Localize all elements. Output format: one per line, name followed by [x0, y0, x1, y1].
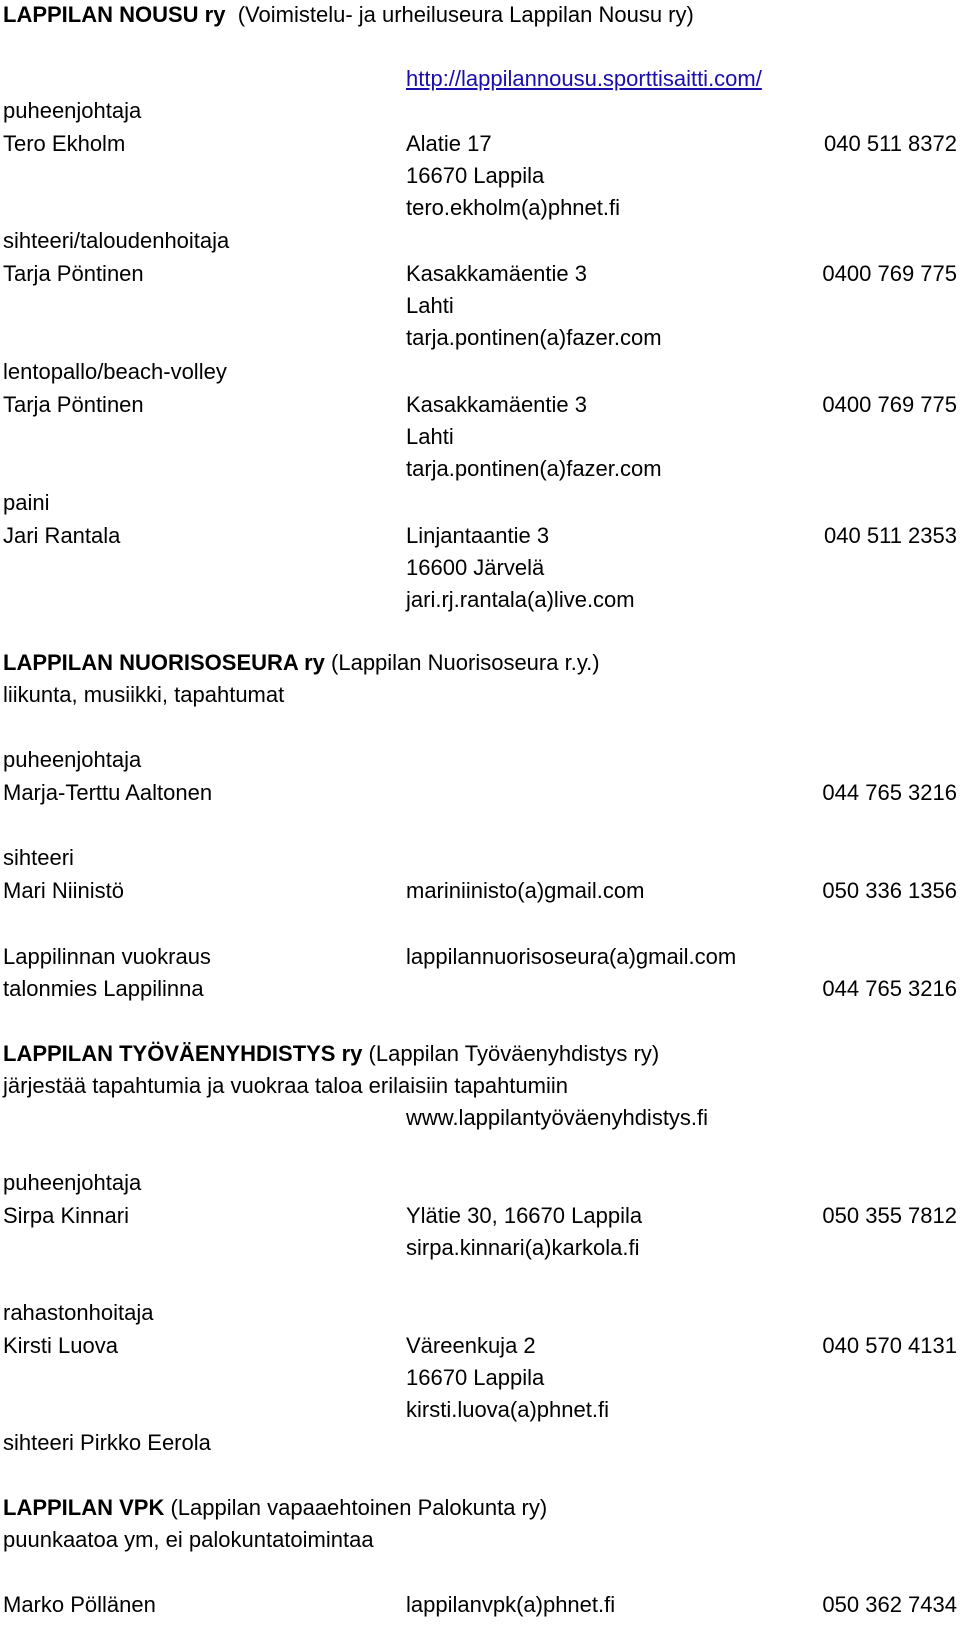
tyovaenyhdistys-title-full: (Lappilan Työväenyhdistys ry)	[368, 1041, 660, 1066]
phone-number: 050 336 1356	[822, 878, 957, 903]
address-line: Kasakkamäentie 3	[406, 261, 587, 286]
phone-number: 044 765 3216	[822, 976, 957, 1001]
role-label: puheenjohtaja	[3, 1170, 142, 1195]
address-line: Ylätie 30, 16670 Lappila	[406, 1203, 643, 1228]
person-name: Tarja Pöntinen	[3, 261, 144, 286]
email-address: kirsti.luova(a)phnet.fi	[406, 1397, 609, 1422]
email-address: jari.rj.rantala(a)live.com	[406, 587, 635, 612]
phone-number: 040 570 4131	[822, 1333, 957, 1358]
email-address: tarja.pontinen(a)fazer.com	[406, 325, 662, 350]
vpk-title: LAPPILAN VPK	[3, 1495, 165, 1520]
phone-number: 044 765 3216	[822, 780, 957, 805]
address-line: Kasakkamäentie 3	[406, 392, 587, 417]
address-line: 16670 Lappila	[406, 163, 545, 188]
address-line: Lahti	[406, 293, 454, 318]
nousu-title: LAPPILAN NOUSU ry	[3, 2, 226, 27]
address-line: Väreenkuja 2	[406, 1333, 536, 1358]
tyovaenyhdistys-website: www.lappilantyöväenyhdistys.fi	[406, 1105, 709, 1130]
rental-label: Lappilinnan vuokraus	[3, 944, 211, 969]
tyovaenyhdistys-title: LAPPILAN TYÖVÄENYHDISTYS ry	[3, 1041, 363, 1066]
role-label: paini	[3, 490, 50, 515]
nousu-title-full: (Voimistelu- ja urheiluseura Lappilan Nousu ry)	[237, 2, 694, 27]
email-address: tarja.pontinen(a)fazer.com	[406, 456, 662, 481]
phone-number: 0400 769 775	[822, 261, 957, 286]
email-address: mariniinisto(a)gmail.com	[406, 878, 645, 903]
phone-number: 040 511 8372	[824, 131, 957, 156]
email-address: sirpa.kinnari(a)karkola.fi	[406, 1235, 640, 1260]
janitor-label: talonmies Lappilinna	[3, 976, 204, 1001]
address-line: 16600 Järvelä	[406, 555, 545, 580]
vpk-title-full: (Lappilan vapaaehtoinen Palokunta ry)	[170, 1495, 548, 1520]
role-label: sihteeri/taloudenhoitaja	[3, 228, 230, 253]
nousu-heading	[3, 0, 694, 30]
phone-number: 050 362 7434	[822, 1592, 957, 1617]
person-name: Jari Rantala	[3, 523, 121, 548]
nuorisoseura-heading	[3, 648, 600, 678]
person-name: Mari Niinistö	[3, 878, 125, 903]
tyovaenyhdistys-description: järjestää tapahtumia ja vuokraa taloa erilaisiin tapahtumiin	[3, 1073, 568, 1098]
role-label: sihteeri	[3, 845, 74, 870]
phone-number: 0400 769 775	[822, 392, 957, 417]
nuorisoseura-title: LAPPILAN NUORISOSEURA ry	[3, 650, 325, 675]
tyovaenyhdistys-heading	[3, 1039, 659, 1069]
person-name: Sirpa Kinnari	[3, 1203, 129, 1228]
role-label: rahastonhoitaja	[3, 1300, 154, 1325]
nuorisoseura-title-full: (Lappilan Nuorisoseura r.y.)	[331, 650, 600, 675]
address-line: 16670 Lappila	[406, 1365, 545, 1390]
email-address: lappilannuorisoseura(a)gmail.com	[406, 944, 737, 969]
person-name: Tarja Pöntinen	[3, 392, 144, 417]
person-name: Marko Pöllänen	[3, 1592, 156, 1617]
vpk-description: puunkaatoa ym, ei palokuntatoimintaa	[3, 1527, 374, 1552]
phone-number: 050 355 7812	[822, 1203, 957, 1228]
secretary-line: sihteeri Pirkko Eerola	[3, 1430, 211, 1455]
person-name: Marja-Terttu Aaltonen	[3, 780, 213, 805]
email-address: lappilanvpk(a)phnet.fi	[406, 1592, 616, 1617]
email-address: tero.ekholm(a)phnet.fi	[406, 195, 620, 220]
phone-number: 040 511 2353	[824, 523, 957, 548]
address-line: Linjantaantie 3	[406, 523, 550, 548]
role-label: puheenjohtaja	[3, 98, 142, 123]
role-label: puheenjohtaja	[3, 747, 142, 772]
nousu-website-link[interactable]: http://lappilannousu.sporttisaitti.com/	[406, 66, 762, 91]
nousu-website[interactable]	[406, 64, 762, 94]
role-label: lentopallo/beach-volley	[3, 359, 227, 384]
vpk-heading	[3, 1493, 547, 1523]
address-line: Lahti	[406, 424, 454, 449]
address-line: Alatie 17	[406, 131, 492, 156]
nuorisoseura-description: liikunta, musiikki, tapahtumat	[3, 682, 285, 707]
person-name: Tero Ekholm	[3, 131, 126, 156]
person-name: Kirsti Luova	[3, 1333, 118, 1358]
